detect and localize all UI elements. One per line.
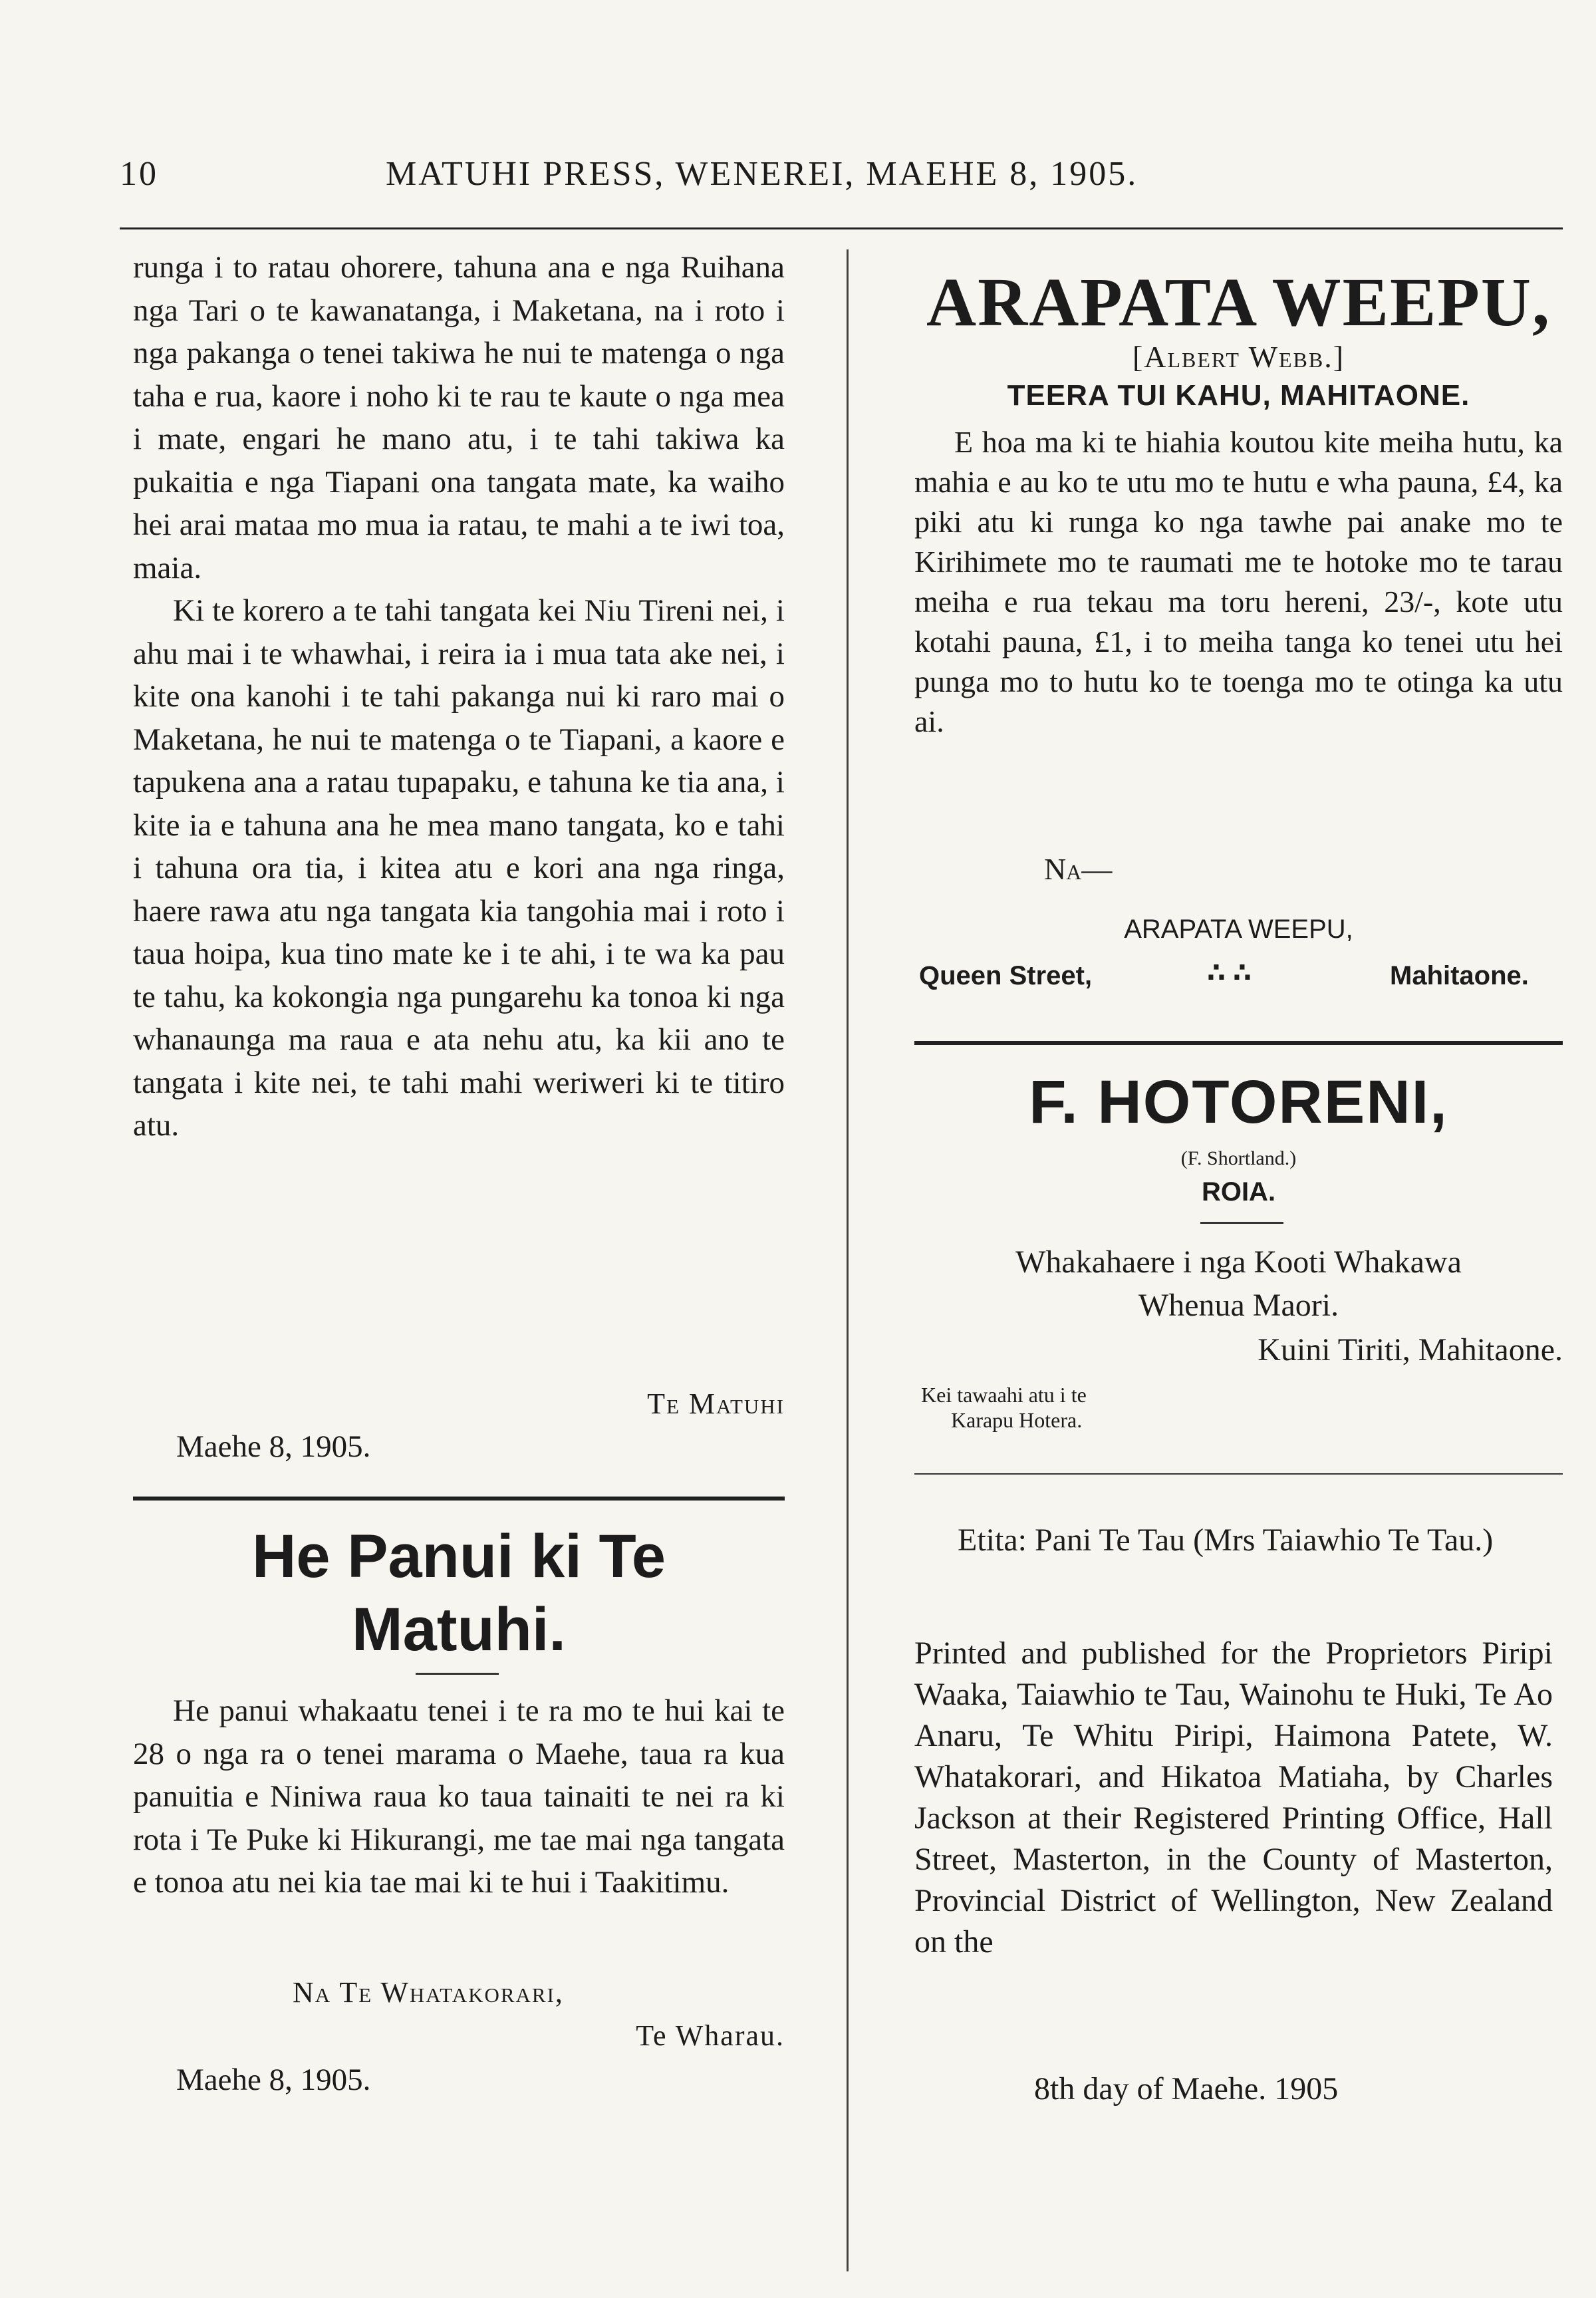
- weepu-ad-body: E hoa ma ki te hiahia koutou kite meiha hutu, ka mahia e au ko te utu mo te hutu e wha pauna, £4, ka piki atu ki runga ko nga tawhe pai anake mo te Kirihimete mo te raumati me te hotoke mo te tarau meiha e rua tekau ma toru hereni, 23/-, kote utu kotahi pauna, £1, i to meiha tanga ko tenei utu hei punga mo to hutu ko te toenga mo te otinga ka utu ai.: [914, 425, 1563, 738]
- panui-title-line: He Panui ki Te: [251, 1522, 666, 1590]
- article-signature: Te Matuhi: [647, 1387, 785, 1420]
- header-rule: [120, 227, 1563, 229]
- hotoreni-ad-role: ROIA.: [1201, 1177, 1276, 1207]
- page-header: [120, 154, 1563, 208]
- hotoreni-ad-subtitle: (F. Shortland.): [1180, 1147, 1297, 1169]
- hotoreni-ad-line: Whakahaere i nga Kooti Whakawa: [1015, 1244, 1462, 1280]
- newspaper-masthead: MATUHI PRESS, WENEREI, MAEHE 8, 1905.: [386, 155, 1138, 193]
- title-rule: [416, 1673, 499, 1675]
- hotoreni-ad-title: F. HOTORENI,: [1029, 1068, 1448, 1136]
- editor-line: Etita: Pani Te Tau (Mrs Taiawhio Te Tau.): [958, 1522, 1494, 1558]
- weepu-ad-subtitle: [Albert Webb.]: [1132, 340, 1345, 374]
- weepu-ad-trade: TEERA TUI KAHU, MAHITAONE.: [1007, 379, 1470, 412]
- section-rule: [133, 1497, 785, 1501]
- hotoreni-ad-note: Karapu Hotera.: [951, 1408, 1083, 1432]
- imprint-date: 8th day of Maehe. 1905: [1034, 2071, 1339, 2106]
- left-article: [133, 246, 785, 1147]
- section-rule: [914, 1473, 1563, 1475]
- panui-title-line: Matuhi.: [352, 1596, 566, 1663]
- section-rule: [914, 1041, 1563, 1045]
- imprint-text: Printed and published for the Proprietors Piripi Waaka, Taiawhio te Tau, Wainohu te Huki, Te Ao Anaru, Te Whitu Piripi, Haimona Patete, W. Whatakorari, and Hikatoa Matiaha, by Charles Jackson at their Registered Printing Office, Hall Street, Masterton, in the County of Masterton, Provincial District of Wellington, New Zealand on the: [914, 1636, 1553, 1959]
- weepu-ad-town: Mahitaone.: [1390, 961, 1529, 990]
- title-rule: [1200, 1222, 1283, 1224]
- article-paragraph: runga i to ratau ohorere, tahuna ana e nga Ruihana nga Tari o te kawanatanga, i Maketana, na i roto i nga pakanga o tenei takiwa he nui te matenga o nga taha e rua, kaore i noho ki te rau te kaute o nga mea i mate, engari he mano atu, i te tahi takiwa ka pukaitia e nga Tiapani ona tangata mate, ka waiho hei arai mataa mo mua ia ratau, te mahi a te iwi toa, maia.: [133, 250, 785, 585]
- hotoreni-ad-line: Whenua Maori.: [1138, 1288, 1339, 1323]
- weepu-ad-name: ARAPATA WEEPU,: [1124, 915, 1353, 944]
- panui-body: He panui whakaatu tenei i te ra mo te hui kai te 28 o nga ra o tenei marama o Maehe, taua ra kua panuitia e Niniwa raua ko taua tainaiti te nei ra ki rota i Te Puke ki Hikurangi, me tae mai nga tangata e tonoa atu nei kia tae mai ki te hui i Taakitimu.: [133, 1693, 785, 1900]
- weepu-ad-na: Na—: [1044, 852, 1113, 886]
- weepu-ad-dots: ∴ ∴: [1207, 958, 1252, 988]
- article-date: Maehe 8, 1905.: [176, 1429, 371, 1464]
- article-paragraph: Ki te korero a te tahi tangata kei Niu Tireni nei, i ahu mai i te whawhai, i reira ia i mua tata ake nei, i kite ona kanohi i te tahi pakanga nui ki raro mai o Maketana, he nui te matenga o te Tiapani, a kaore e tapukena ana a ratau tupapaku, e tahuna ke tia ana, i kite ia e tahuna ana he mea mano tangata, ko e tahi i tahuna ora tia, i kitea atu e kori ana nga ringa, haere rawa atu nga tangata kia tangohia mai i roto i taua hoipa, kua tino mate ke i te ahi, i te wa ka pau te tahu, ka kokongia nga pungarehu ka tonoa ki nga whanaunga ma raua e ata nehu atu, ka kii ano te tangata i kite nei, te tahi mahi weriweri ki te titiro atu.: [133, 593, 785, 1143]
- page-number: 10: [120, 155, 158, 193]
- weepu-ad-street: Queen Street,: [919, 961, 1093, 990]
- column-divider: [847, 249, 849, 2271]
- weepu-ad-title: ARAPATA WEEPU,: [926, 264, 1551, 341]
- hotoreni-ad-note: Kei tawaahi atu i te: [921, 1383, 1087, 1407]
- panui-place: Te Wharau.: [636, 2019, 785, 2052]
- panui-signature: Na Te Whatakorari,: [293, 1976, 564, 2009]
- panui-title: [133, 1520, 785, 1666]
- panui-date: Maehe 8, 1905.: [176, 2063, 371, 2097]
- hotoreni-ad-address: Kuini Tiriti, Mahitaone.: [1258, 1332, 1563, 1367]
